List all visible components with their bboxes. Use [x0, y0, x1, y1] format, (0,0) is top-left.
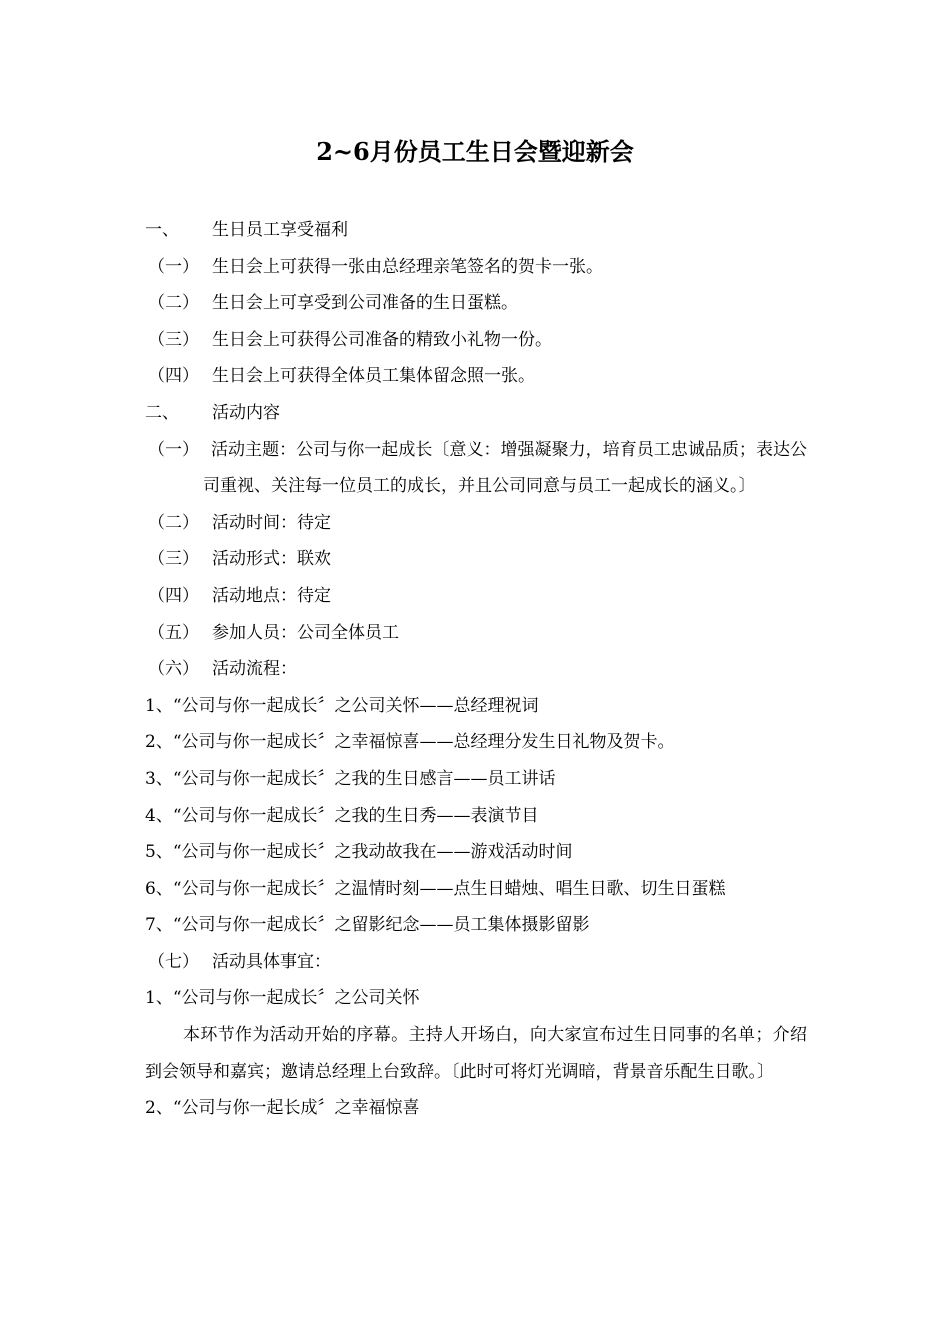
item-marker: （五） — [148, 622, 199, 643]
item-marker: （二） — [148, 512, 199, 533]
document-body — [145, 212, 807, 1127]
item-marker: （二） — [148, 293, 199, 314]
list-item — [145, 505, 807, 542]
section-heading-activity — [145, 395, 807, 432]
flow-step: 4、“公司与你一起成长〞之我的生日秀——表演节目 — [145, 805, 539, 826]
item-text: 活动流程： — [212, 659, 297, 680]
item-text: 活动形式：联欢 — [212, 549, 331, 570]
item-marker: （六） — [148, 659, 199, 680]
section-marker: 二、 — [145, 402, 179, 423]
list-item-theme — [145, 432, 807, 505]
item-marker: （一） — [148, 256, 199, 277]
detail-heading: 1、“公司与你一起成长〞之公司关怀 — [145, 988, 420, 1009]
item-marker: （四） — [148, 366, 199, 387]
page-title: 2~6月份员工生日会暨迎新会 — [316, 137, 634, 166]
item-text: 活动地点：待定 — [212, 585, 331, 606]
list-item — [145, 578, 807, 615]
item-marker: （一） — [148, 439, 199, 460]
item-marker: （三） — [148, 329, 199, 350]
list-item — [145, 651, 807, 688]
detail-paragraph: 本环节作为活动开始的序幕。主持人开场白，向大家宣布过生日同事的名单；介绍到会领导和嘉宾；邀请总经理上台致辞。〔此时可将灯光调暗，背景音乐配生日歌。〕 — [145, 1025, 807, 1082]
list-item — [145, 541, 807, 578]
section-marker: 一、 — [145, 220, 179, 240]
item-marker: （三） — [148, 549, 199, 570]
item-text: 生日会上可获得全体员工集体留念照一张。 — [212, 366, 535, 387]
list-item — [145, 358, 807, 395]
list-item — [145, 285, 807, 322]
item-text: 生日会上可享受到公司准备的生日蛋糕。 — [212, 293, 518, 314]
item-text: 参加人员：公司全体员工 — [212, 622, 399, 643]
flow-step: 6、“公司与你一起成长〞之温情时刻——点生日蜡烛、唱生日歌、切生日蛋糕 — [145, 878, 726, 899]
detail-heading: 2、“公司与你一起长成〞之幸福惊喜 — [145, 1098, 420, 1119]
section-title: 生日员工享受福利 — [212, 220, 348, 240]
list-item — [145, 944, 807, 981]
list-item — [145, 249, 807, 286]
item-text: 生日会上可获得一张由总经理亲笔签名的贺卡一张。 — [212, 256, 603, 277]
item-text: 活动具体事宜： — [212, 951, 331, 972]
item-marker: （四） — [148, 585, 199, 606]
flow-step: 7、“公司与你一起成长〞之留影纪念——员工集体摄影留影 — [145, 915, 590, 936]
item-text: 活动主题：公司与你一起成长〔意义：增强凝聚力，培育员工忠诚品质；表达公司重视、关注每一位员工的成长，并且公司同意与员工一起成长的涵义。〕 — [203, 439, 807, 497]
section-heading-benefits — [145, 212, 807, 249]
item-text: 生日会上可获得公司准备的精致小礼物一份。 — [212, 329, 552, 350]
item-text: 活动时间：待定 — [212, 512, 331, 533]
flow-step: 1、“公司与你一起成长〞之公司关怀——总经理祝词 — [145, 695, 539, 716]
flow-step: 3、“公司与你一起成长〞之我的生日感言——员工讲话 — [145, 768, 556, 789]
item-marker: （七） — [148, 951, 199, 972]
flow-step: 5、“公司与你一起成长〞之我动故我在——游戏活动时间 — [145, 842, 573, 863]
list-item — [145, 322, 807, 359]
flow-step: 2、“公司与你一起成长〞之幸福惊喜——总经理分发生日礼物及贺卡。 — [145, 732, 675, 753]
list-item — [145, 615, 807, 652]
section-title: 活动内容 — [212, 402, 280, 423]
